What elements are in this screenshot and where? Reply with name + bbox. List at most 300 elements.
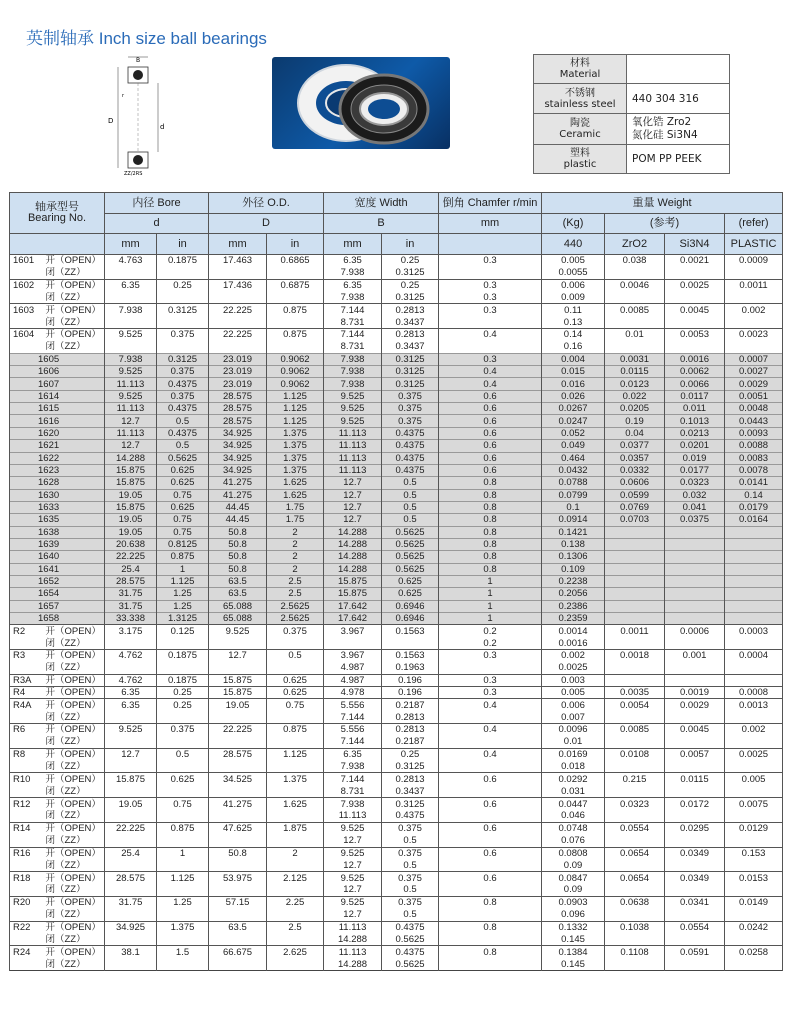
cell-weight-zro2: 0.0377	[605, 440, 665, 452]
cell-bore-in: 1	[157, 847, 209, 859]
material-value: 440 304 316	[627, 84, 730, 114]
cell-bearing-no	[10, 316, 43, 328]
cell-bore-in: 0.375	[157, 724, 209, 736]
cell-width-in: 0.2813	[382, 724, 439, 736]
cell-bore-mm: 12.7	[105, 748, 157, 760]
cell-od-mm: 28.575	[209, 415, 267, 427]
cell-weight-440: 0.005	[542, 687, 605, 699]
cell-chamfer: 0.8	[439, 526, 542, 538]
cell-chamfer: 1	[439, 612, 542, 624]
cell-width-in: 0.375	[382, 872, 439, 884]
cell-width-in: 0.4375	[382, 452, 439, 464]
cell-weight-plastic	[725, 526, 783, 538]
table-row	[10, 946, 783, 958]
cell-weight-si3n4	[665, 588, 725, 600]
header-width-symbol: B	[324, 214, 439, 234]
cell-weight-zro2: 0.01	[605, 329, 665, 341]
cell-od-in	[267, 859, 324, 871]
cell-weight-zro2: 0.1038	[605, 921, 665, 933]
cell-bore-in: 0.5625	[157, 452, 209, 464]
cell-seal-type: 闭（ZZ）	[43, 810, 105, 822]
cell-bearing-no	[10, 341, 43, 353]
cell-width-mm: 11.113	[324, 440, 382, 452]
cell-chamfer: 0.8	[439, 538, 542, 550]
table-row	[10, 847, 783, 859]
cell-weight-si3n4: 0.011	[665, 403, 725, 415]
cell-weight-si3n4	[665, 674, 725, 686]
cell-od-in: 1.375	[267, 452, 324, 464]
cell-width-in: 0.2813	[382, 773, 439, 785]
cell-weight-plastic: 0.005	[725, 773, 783, 785]
material-table	[533, 54, 730, 174]
material-row	[534, 145, 730, 174]
cell-weight-440: 0.006	[542, 279, 605, 291]
cell-bearing-no: 1652	[10, 575, 105, 587]
cell-chamfer: 0.8	[439, 514, 542, 526]
cell-od-mm	[209, 958, 267, 970]
header-od: 外径 O.D.	[209, 193, 324, 214]
cell-bearing-no: 1602	[10, 279, 43, 291]
cell-weight-si3n4	[665, 575, 725, 587]
cell-weight-440: 0.003	[542, 674, 605, 686]
cell-weight-plastic: 0.0003	[725, 625, 783, 637]
cell-width-in: 0.5625	[382, 563, 439, 575]
cell-od-in: 2	[267, 551, 324, 563]
cell-weight-zro2: 0.0654	[605, 847, 665, 859]
cell-weight-zro2	[605, 637, 665, 649]
cell-od-mm: 63.5	[209, 588, 267, 600]
cell-seal-type: 闭（ZZ）	[43, 933, 105, 945]
cell-weight-plastic	[725, 588, 783, 600]
cell-bore-mm: 9.525	[105, 366, 157, 378]
cell-bore-in	[157, 785, 209, 797]
cell-weight-si3n4: 0.0177	[665, 464, 725, 476]
cell-width-mm: 12.7	[324, 859, 382, 871]
material-label-cn: 塑料	[570, 148, 590, 159]
cell-weight-440: 0.01	[542, 736, 605, 748]
cell-bearing-no: R22	[10, 921, 43, 933]
cell-width-in: 0.5625	[382, 538, 439, 550]
cell-bearing-no: 1638	[10, 526, 105, 538]
cell-seal-type: 开（OPEN）	[43, 650, 105, 662]
cell-chamfer: 0.6	[439, 427, 542, 439]
table-row	[10, 748, 783, 760]
cell-weight-440: 0.0055	[542, 267, 605, 279]
table-row	[10, 785, 783, 797]
cell-weight-si3n4	[665, 341, 725, 353]
cell-bearing-no: 1603	[10, 304, 43, 316]
cell-od-in: 0.5	[267, 650, 324, 662]
cell-width-mm: 14.288	[324, 563, 382, 575]
cell-bearing-no: 1657	[10, 600, 105, 612]
cell-width-mm: 7.144	[324, 773, 382, 785]
diagram-caption: ZZ/2RS	[124, 171, 143, 177]
cell-weight-zro2: 0.04	[605, 427, 665, 439]
cell-bore-in: 1.25	[157, 600, 209, 612]
cell-bore-in: 1.25	[157, 896, 209, 908]
cell-width-mm: 9.525	[324, 415, 382, 427]
cell-seal-type: 开（OPEN）	[43, 896, 105, 908]
cell-width-in: 0.2187	[382, 736, 439, 748]
cell-od-in: 2.5	[267, 921, 324, 933]
cell-weight-zro2: 0.0011	[605, 625, 665, 637]
cell-weight-si3n4	[665, 600, 725, 612]
cell-chamfer	[439, 341, 542, 353]
cell-seal-type: 开（OPEN）	[43, 304, 105, 316]
cell-weight-zro2: 0.022	[605, 390, 665, 402]
cell-bore-mm	[105, 711, 157, 723]
cell-weight-zro2: 0.0638	[605, 896, 665, 908]
cell-od-mm	[209, 711, 267, 723]
cell-width-mm: 15.875	[324, 575, 382, 587]
cell-od-in: 1.375	[267, 464, 324, 476]
cell-width-in	[382, 637, 439, 649]
cell-weight-plastic	[725, 538, 783, 550]
cell-seal-type: 闭（ZZ）	[43, 267, 105, 279]
cell-weight-si3n4: 0.0295	[665, 822, 725, 834]
cell-weight-si3n4: 0.0021	[665, 255, 725, 267]
cell-od-in: 1.75	[267, 501, 324, 513]
cell-seal-type: 开（OPEN）	[43, 699, 105, 711]
cell-weight-plastic	[725, 612, 783, 624]
cell-od-in: 2.5625	[267, 612, 324, 624]
cell-weight-plastic	[725, 341, 783, 353]
cell-weight-plastic: 0.0027	[725, 366, 783, 378]
cell-od-mm	[209, 267, 267, 279]
header-weight-440: 440	[542, 234, 605, 255]
cell-od-mm: 15.875	[209, 674, 267, 686]
cell-weight-440: 0.1421	[542, 526, 605, 538]
cell-bearing-no	[10, 835, 43, 847]
cell-bore-mm: 20.638	[105, 538, 157, 550]
header-bore: 内径 Bore	[105, 193, 209, 214]
cell-chamfer: 0.4	[439, 329, 542, 341]
cell-width-in: 0.3437	[382, 785, 439, 797]
cell-od-mm: 23.019	[209, 353, 267, 365]
cell-bore-mm	[105, 662, 157, 674]
table-row	[10, 711, 783, 723]
cell-weight-zro2	[605, 674, 665, 686]
cell-chamfer	[439, 785, 542, 797]
cell-width-mm: 8.731	[324, 785, 382, 797]
cell-width-in: 0.375	[382, 847, 439, 859]
cell-weight-440: 0.2056	[542, 588, 605, 600]
cell-od-mm	[209, 316, 267, 328]
bearing-table	[9, 192, 783, 971]
cell-bore-mm: 22.225	[105, 822, 157, 834]
cell-weight-plastic: 0.0149	[725, 896, 783, 908]
cell-width-in: 0.4375	[382, 427, 439, 439]
cell-weight-zro2	[605, 711, 665, 723]
cell-weight-si3n4: 0.1013	[665, 415, 725, 427]
cell-seal-type: 开（OPEN）	[43, 724, 105, 736]
cell-weight-440: 0.2359	[542, 612, 605, 624]
cell-width-in: 0.6946	[382, 612, 439, 624]
cell-od-mm: 15.875	[209, 687, 267, 699]
cell-bore-mm: 14.288	[105, 452, 157, 464]
table-row	[10, 674, 783, 686]
cell-od-in: 2.25	[267, 896, 324, 908]
header-unit-mm: mm	[105, 234, 157, 255]
cell-bore-in: 0.75	[157, 489, 209, 501]
cell-bearing-no: 1606	[10, 366, 105, 378]
cell-weight-440: 0.0447	[542, 798, 605, 810]
cell-width-in: 0.375	[382, 415, 439, 427]
cell-width-mm: 9.525	[324, 872, 382, 884]
cell-weight-zro2: 0.0654	[605, 872, 665, 884]
cell-od-in: 1.375	[267, 440, 324, 452]
cell-weight-si3n4: 0.0591	[665, 946, 725, 958]
cell-weight-plastic: 0.0129	[725, 822, 783, 834]
cell-od-mm	[209, 909, 267, 921]
cell-weight-440: 0.0292	[542, 773, 605, 785]
cell-weight-si3n4: 0.0349	[665, 872, 725, 884]
material-row	[534, 114, 730, 145]
cell-bearing-no	[10, 292, 43, 304]
cell-od-mm: 57.15	[209, 896, 267, 908]
cell-chamfer: 0.4	[439, 366, 542, 378]
cell-bearing-no	[10, 859, 43, 871]
cell-width-mm: 5.556	[324, 724, 382, 736]
cell-bore-mm: 9.525	[105, 329, 157, 341]
cell-seal-type: 闭（ZZ）	[43, 341, 105, 353]
cell-seal-type: 闭（ZZ）	[43, 958, 105, 970]
cell-bore-mm: 11.113	[105, 427, 157, 439]
cell-width-mm: 8.731	[324, 341, 382, 353]
cell-weight-si3n4: 0.0025	[665, 279, 725, 291]
cell-od-in: 1.125	[267, 390, 324, 402]
cell-width-mm: 9.525	[324, 896, 382, 908]
cell-width-mm: 8.731	[324, 316, 382, 328]
cell-width-in: 0.1563	[382, 650, 439, 662]
cell-chamfer: 0.3	[439, 687, 542, 699]
cell-bore-in	[157, 736, 209, 748]
cell-width-mm: 12.7	[324, 501, 382, 513]
cell-bore-mm: 9.525	[105, 390, 157, 402]
cell-chamfer	[439, 267, 542, 279]
cell-weight-440: 0.16	[542, 341, 605, 353]
cell-weight-si3n4: 0.0554	[665, 921, 725, 933]
cell-od-in	[267, 267, 324, 279]
cell-weight-si3n4: 0.0115	[665, 773, 725, 785]
material-label-cn: 陶瓷	[570, 118, 590, 129]
cell-bore-mm: 11.113	[105, 403, 157, 415]
cell-chamfer: 0.6	[439, 798, 542, 810]
cell-weight-440: 0.026	[542, 390, 605, 402]
cell-weight-zro2	[605, 600, 665, 612]
cell-od-mm: 41.275	[209, 489, 267, 501]
table-row	[10, 650, 783, 662]
material-label-cn: 不锈钢	[565, 87, 595, 99]
table-row	[10, 255, 783, 267]
material-label-en: plastic	[563, 159, 597, 170]
cell-bearing-no: 1604	[10, 329, 43, 341]
cell-bore-mm	[105, 637, 157, 649]
cell-od-in: 1.625	[267, 489, 324, 501]
cell-weight-zro2	[605, 835, 665, 847]
cell-width-in: 0.375	[382, 896, 439, 908]
cell-bore-in: 0.625	[157, 464, 209, 476]
cell-od-mm: 44.45	[209, 514, 267, 526]
cell-od-mm	[209, 835, 267, 847]
cell-bearing-no	[10, 810, 43, 822]
cell-chamfer	[439, 761, 542, 773]
cell-width-in: 0.4375	[382, 946, 439, 958]
cell-weight-440: 0.096	[542, 909, 605, 921]
cell-od-in: 2	[267, 563, 324, 575]
table-row	[10, 835, 783, 847]
cell-bore-in	[157, 810, 209, 822]
cell-weight-plastic: 0.0179	[725, 501, 783, 513]
cell-weight-zro2	[605, 958, 665, 970]
cell-bore-in: 0.75	[157, 526, 209, 538]
cell-bore-in: 0.25	[157, 279, 209, 291]
cell-width-mm: 7.938	[324, 353, 382, 365]
cell-bore-in	[157, 884, 209, 896]
cell-chamfer: 0.6	[439, 773, 542, 785]
cell-width-mm: 15.875	[324, 588, 382, 600]
cell-bearing-no	[10, 761, 43, 773]
cell-chamfer: 1	[439, 575, 542, 587]
cell-bore-in	[157, 637, 209, 649]
cell-width-mm: 11.113	[324, 810, 382, 822]
cell-weight-plastic	[725, 909, 783, 921]
cell-od-in	[267, 761, 324, 773]
table-row	[10, 415, 783, 427]
cell-od-mm: 22.225	[209, 724, 267, 736]
cell-weight-440: 0.0432	[542, 464, 605, 476]
cell-bore-mm	[105, 785, 157, 797]
cell-bore-mm: 15.875	[105, 501, 157, 513]
cell-od-mm	[209, 933, 267, 945]
cell-weight-zro2: 0.1108	[605, 946, 665, 958]
cell-seal-type: 闭（ZZ）	[43, 785, 105, 797]
cell-width-in: 0.3125	[382, 761, 439, 773]
cell-od-mm: 34.925	[209, 464, 267, 476]
cell-weight-zro2: 0.0018	[605, 650, 665, 662]
cell-bore-mm: 4.762	[105, 650, 157, 662]
cell-od-in: 0.6875	[267, 279, 324, 291]
material-label-en: Ceramic	[559, 129, 601, 140]
cell-width-in: 0.2813	[382, 711, 439, 723]
cell-weight-si3n4	[665, 736, 725, 748]
header-unit-mm: mm	[324, 234, 382, 255]
cell-weight-440: 0.1384	[542, 946, 605, 958]
cell-weight-plastic: 0.0083	[725, 452, 783, 464]
cell-width-mm	[324, 637, 382, 649]
cell-bore-in: 0.75	[157, 798, 209, 810]
table-row	[10, 464, 783, 476]
cell-width-in: 0.5	[382, 514, 439, 526]
table-row	[10, 625, 783, 637]
table-row	[10, 662, 783, 674]
cell-weight-si3n4	[665, 909, 725, 921]
cell-weight-si3n4	[665, 538, 725, 550]
cell-weight-plastic: 0.0153	[725, 872, 783, 884]
header-weight-unit: (Kg)	[542, 214, 605, 234]
cell-chamfer: 0.3	[439, 279, 542, 291]
table-row	[10, 304, 783, 316]
cell-od-mm: 44.45	[209, 501, 267, 513]
cell-weight-si3n4: 0.0066	[665, 378, 725, 390]
cell-bore-in: 0.375	[157, 390, 209, 402]
cell-weight-zro2: 0.0046	[605, 279, 665, 291]
cell-weight-zro2	[605, 316, 665, 328]
cell-bore-in: 1.3125	[157, 612, 209, 624]
cell-bore-in: 1.5	[157, 946, 209, 958]
cell-od-mm	[209, 785, 267, 797]
cell-chamfer: 0.8	[439, 921, 542, 933]
cell-weight-440: 0.109	[542, 563, 605, 575]
cell-od-mm: 34.925	[209, 452, 267, 464]
cell-od-mm: 50.8	[209, 551, 267, 563]
cell-bearing-no: 1633	[10, 501, 105, 513]
cell-od-in: 2.625	[267, 946, 324, 958]
cell-bore-mm: 31.75	[105, 588, 157, 600]
header-weight-si3n4: Si3N4	[665, 234, 725, 255]
cell-chamfer: 0.8	[439, 563, 542, 575]
cell-chamfer: 0.6	[439, 403, 542, 415]
cell-od-mm: 12.7	[209, 650, 267, 662]
cell-weight-zro2: 0.0123	[605, 378, 665, 390]
cell-bore-mm: 12.7	[105, 415, 157, 427]
cell-od-mm: 22.225	[209, 329, 267, 341]
table-row	[10, 390, 783, 402]
cell-weight-plastic	[725, 267, 783, 279]
cell-weight-plastic	[725, 958, 783, 970]
header-chamfer: 倒角 Chamfer r/min	[439, 193, 542, 214]
cell-weight-plastic	[725, 292, 783, 304]
cell-bearing-no	[10, 884, 43, 896]
cell-weight-440: 0.018	[542, 761, 605, 773]
cell-weight-si3n4: 0.0019	[665, 687, 725, 699]
cell-bore-mm	[105, 316, 157, 328]
cell-bore-mm: 6.35	[105, 687, 157, 699]
cell-width-in: 0.4375	[382, 440, 439, 452]
material-row	[534, 55, 730, 84]
cell-width-in: 0.2813	[382, 304, 439, 316]
cell-bore-in: 0.5	[157, 748, 209, 760]
cell-width-mm: 7.938	[324, 378, 382, 390]
cell-width-in: 0.3437	[382, 316, 439, 328]
cell-weight-si3n4	[665, 810, 725, 822]
cell-od-mm	[209, 341, 267, 353]
cell-chamfer: 0.4	[439, 378, 542, 390]
material-value	[627, 55, 730, 84]
cell-chamfer: 0.8	[439, 551, 542, 563]
cell-width-in: 0.4375	[382, 464, 439, 476]
cell-chamfer: 0.8	[439, 477, 542, 489]
cell-width-mm: 11.113	[324, 921, 382, 933]
cell-width-mm: 3.967	[324, 650, 382, 662]
cell-weight-zro2: 0.215	[605, 773, 665, 785]
cell-weight-plastic	[725, 563, 783, 575]
table-row	[10, 341, 783, 353]
cell-chamfer	[439, 884, 542, 896]
cell-width-mm: 6.35	[324, 255, 382, 267]
cell-od-in: 0.375	[267, 625, 324, 637]
cell-weight-zro2: 0.0332	[605, 464, 665, 476]
cell-weight-440: 0.0903	[542, 896, 605, 908]
cell-width-mm: 7.938	[324, 761, 382, 773]
cell-weight-plastic: 0.153	[725, 847, 783, 859]
cell-chamfer: 1	[439, 588, 542, 600]
material-row	[534, 84, 730, 114]
cell-od-mm: 47.625	[209, 822, 267, 834]
cell-width-mm: 14.288	[324, 958, 382, 970]
cell-weight-zro2	[605, 563, 665, 575]
cell-width-in: 0.5	[382, 909, 439, 921]
